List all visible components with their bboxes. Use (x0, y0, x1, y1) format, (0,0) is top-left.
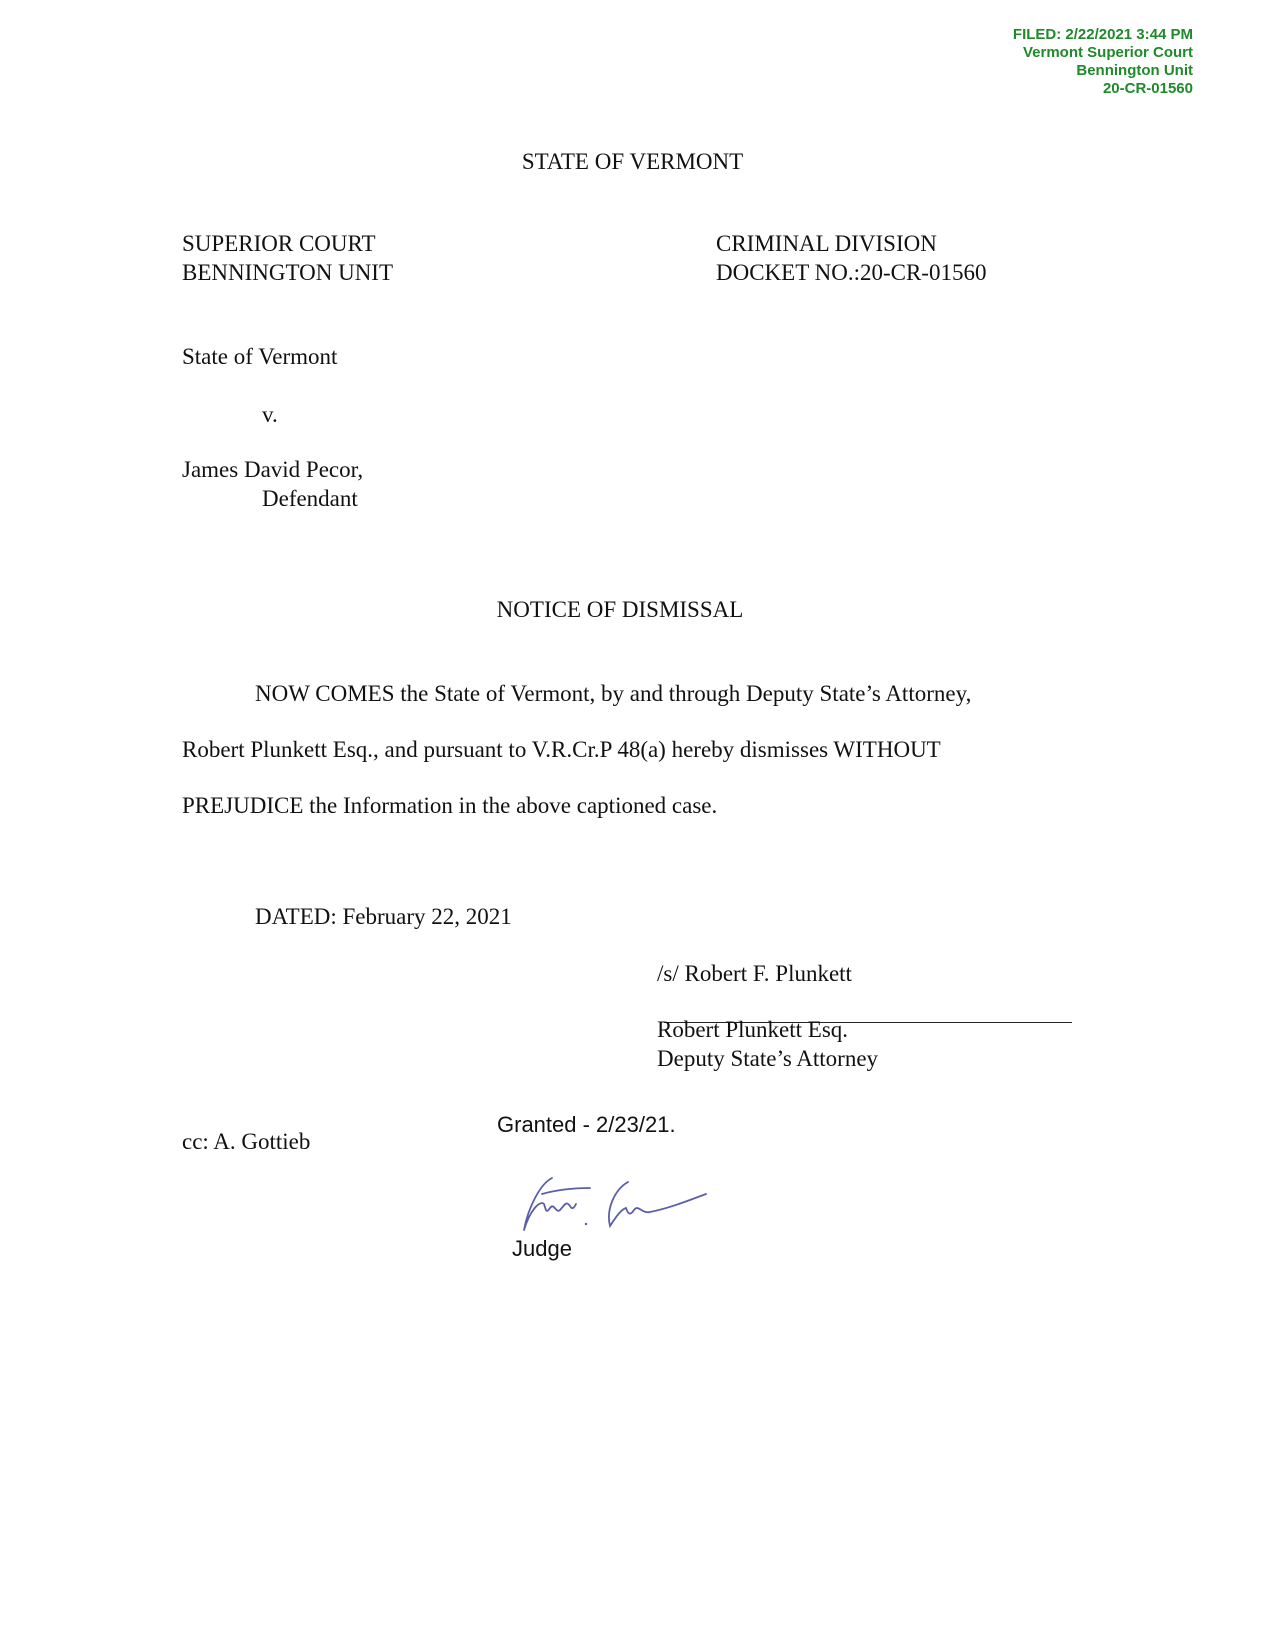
signer-title: Deputy State’s Attorney (657, 1046, 879, 1071)
granted-order: Granted - 2/23/21. (497, 1112, 676, 1137)
filing-stamp-docket: 20-CR-01560 (1102, 80, 1193, 97)
cc-line: cc: A. Gottieb (182, 1129, 311, 1154)
electronic-signature: /s/ Robert F. Plunkett (657, 961, 852, 986)
filing-stamp-unit: Bennington Unit (1076, 62, 1193, 79)
division-name: CRIMINAL DIVISION (716, 231, 937, 256)
filing-stamp (1013, 26, 1193, 98)
defendant-name: James David Pecor, (182, 457, 364, 482)
plaintiff: State of Vermont (182, 344, 338, 369)
court-name: SUPERIOR COURT (182, 231, 376, 256)
state-heading: STATE OF VERMONT (521, 149, 744, 174)
document-title: NOTICE OF DISMISSAL (496, 597, 744, 622)
judge-label: Judge (512, 1236, 572, 1261)
body-line-3: PREJUDICE the Information in the above captioned case. (182, 793, 718, 818)
judge-signature (510, 1170, 720, 1246)
defendant-role: Defendant (262, 486, 358, 511)
filing-stamp-filed: FILED: 2/22/2021 3:44 PM (1012, 26, 1193, 43)
signer-name: Robert Plunkett Esq. (657, 1017, 849, 1042)
dated-line: DATED: February 22, 2021 (255, 904, 512, 929)
court-unit: BENNINGTON UNIT (182, 260, 394, 285)
docket-number: DOCKET NO.:20-CR-01560 (716, 260, 987, 285)
filing-stamp-court: Vermont Superior Court (1022, 44, 1193, 61)
body-line-2: Robert Plunkett Esq., and pursuant to V.R.Cr.P 48(a) hereby dismisses WITHOUT (182, 737, 941, 762)
body-line-1: NOW COMES the State of Vermont, by and through Deputy State’s Attorney, (255, 681, 972, 706)
versus: v. (262, 402, 278, 427)
